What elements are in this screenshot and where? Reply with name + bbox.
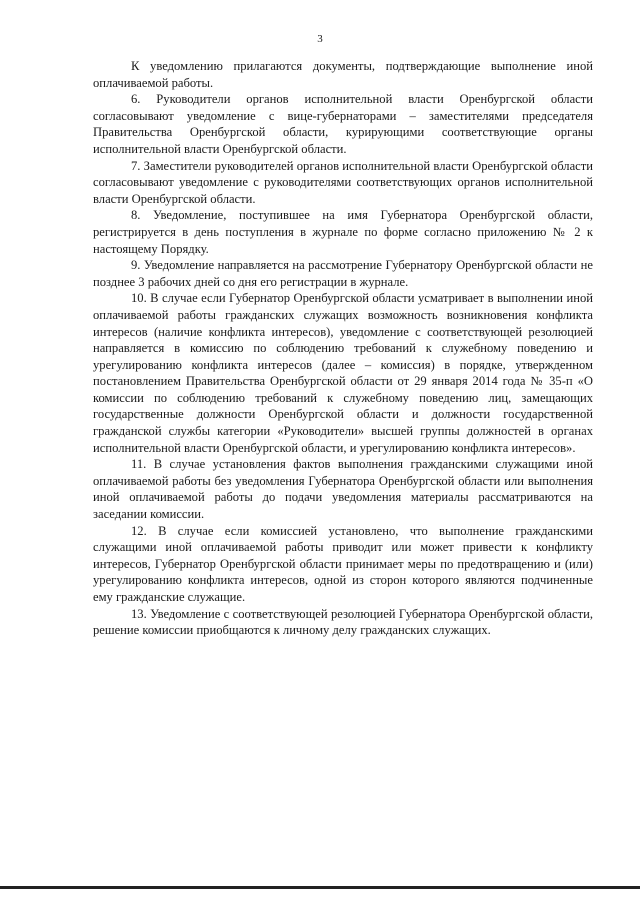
paragraph-7: 7. Заместители руководителей органов исполнительной власти Оренбургской области согласовывают уведомление с руководителями соответствующих органов исполнительной власти Оренбургской области. (93, 158, 593, 206)
page-number: 3 (317, 33, 323, 45)
paragraph-attachments: К уведомлению прилагаются документы, подтверждающие выполнение иной оплачиваемой работы. (93, 59, 593, 90)
paragraph-11: 11. В случае установления фактов выполнения гражданскими служащими иной оплачиваемой работы без уведомления Губернатора Оренбургской области или выполнения иной оплачиваемой работы до подачи уведомления материалы рассматриваются на заседании комиссии. (93, 457, 593, 522)
paragraph-12: 12. В случае если комиссией установлено, что выполнение гражданскими служащими иной оплачиваемой работы приводит или может привести к конфликту интересов, Губернатор Оренбургской области принимает меры по предотвращению и (или) урегулированию конфликта интересов, одной из сторон которого являются подчиненные ему гражданские служащие. (93, 523, 593, 604)
paragraph-6: 6. Руководители органов исполнительной власти Оренбургской области согласовывают уведомление с вице-губернаторами – заместителями председателя Правительства Оренбургской области, курирующими соответствующие органы исполнительной власти Оренбургской области. (93, 92, 593, 156)
document-body (93, 58, 593, 639)
paragraph-10: 10. В случае если Губернатор Оренбургской области усматривает в выполнении иной оплачиваемой работы гражданских служащих возможность возникновения конфликта интересов (наличие конфликта интересов), уведомление с соответствующей резолюцией направляется в комиссию по соблюдению требований к служебному поведению и урегулированию конфликта интересов (далее – комиссия) в порядке, утвержденном постановлением Правительства Оренбургской области от 29 января 2014 года № 35-п «О комиссии по соблюдению требований к служебному поведению лиц, замещающих государственные должности Оренбургской области и должности государственной гражданской службы категории «Руководители» высшей группы должностей в органах исполнительной власти Оренбургской области, и урегулированию конфликта интересов». (93, 291, 593, 455)
bottom-scan-edge (0, 886, 640, 889)
paragraph-8: 8. Уведомление, поступившее на имя Губернатора Оренбургской области, регистрируется в день поступления в журнале по форме согласно приложению № 2 к настоящему Порядку. (93, 208, 593, 256)
paragraph-9: 9. Уведомление направляется на рассмотрение Губернатору Оренбургской области не позднее 3 рабочих дней со дня его регистрации в журнале. (93, 258, 593, 289)
paragraph-13: 13. Уведомление с соответствующей резолюцией Губернатора Оренбургской области, решение комиссии приобщаются к личному делу гражданских служащих. (93, 606, 593, 638)
